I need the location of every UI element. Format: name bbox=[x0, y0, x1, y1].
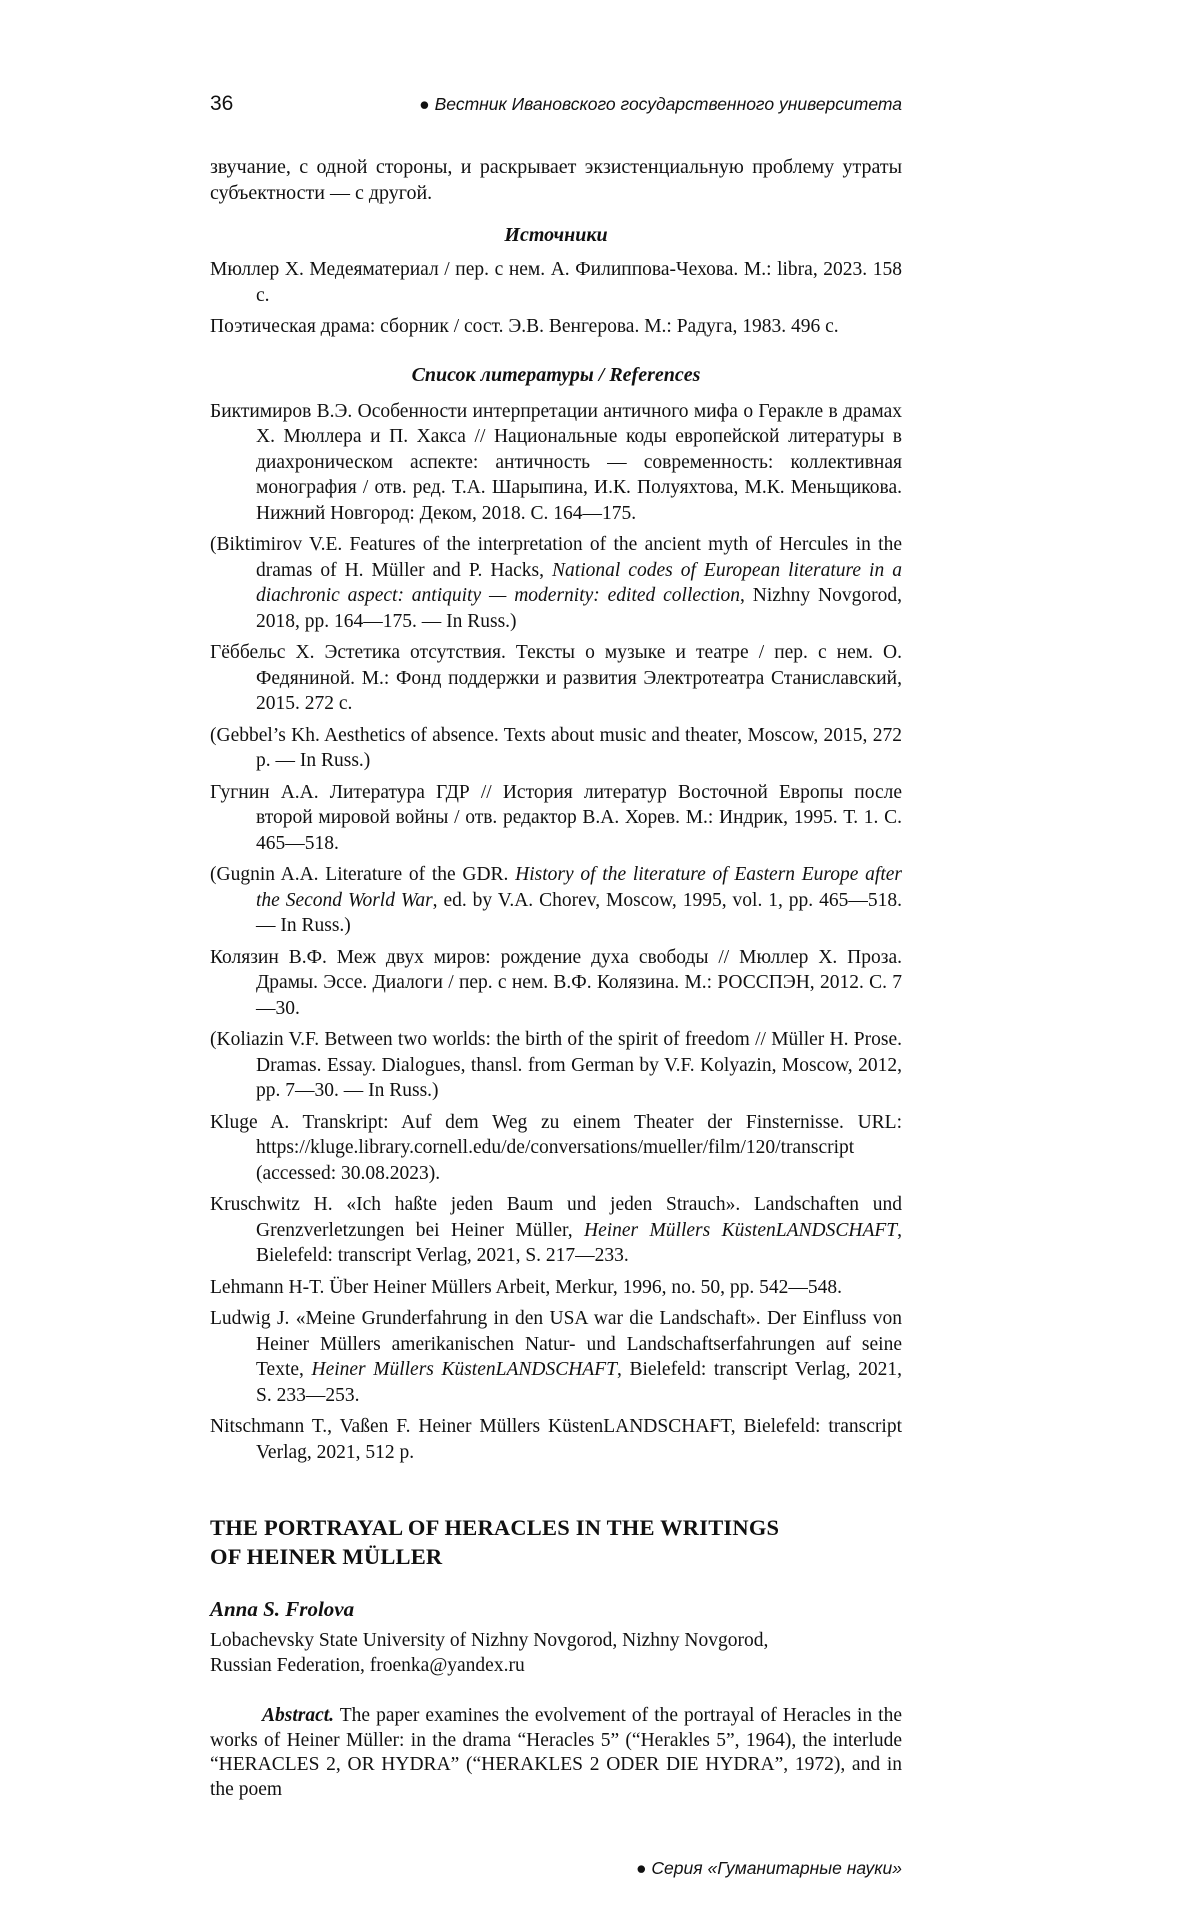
reference-entry: Kluge A. Transkript: Auf dem Weg zu einem Theater der Finsternisse. URL: https://kluge.library.cornell.edu/de/conversations/mueller/film/120/transcript (accessed: 30.08.2023). bbox=[210, 1111, 902, 1184]
references-list bbox=[210, 399, 902, 1466]
reference-entry: Гугнин А.А. Литература ГДР // История литератур Восточной Европы после второй мировой войны / отв. редактор В.А. Хорев. М.: Индрик, 1995. Т. 1. С. 465—518. bbox=[210, 781, 902, 854]
sources-heading: Источники bbox=[504, 224, 608, 246]
page-footer bbox=[210, 1858, 902, 1879]
reference-entry: Колязин В.Ф. Меж двух миров: рождение духа свободы // Мюллер Х. Проза. Драмы. Эссе. Диалоги / пер. с нем. В.Ф. Колязина. М.: РОССПЭН, 2012. С. 7—30. bbox=[210, 946, 902, 1019]
affiliation-line2: Russian Federation, froenka@yandex.ru bbox=[210, 1655, 525, 1676]
reference-entry: Биктимиров В.Э. Особенности интерпретации античного мифа о Геракле в драмах Х. Мюллера и П. Хакса // Национальные коды европейской литературы в диахроническом аспекте: античность — современность: коллективная монография / отв. ред. Т.А. Шарыпина, И.К. Полуяхтова, М.К. Меньщикова. Нижний Новгород: Деком, 2018. С. 164—175. bbox=[210, 400, 902, 524]
next-article-header bbox=[210, 1513, 902, 1802]
reference-entry: (Gebbel’s Kh. Aesthetics of absence. Texts about music and theater, Moscow, 2015, 272 p. — In Russ.) bbox=[210, 724, 902, 771]
page-header bbox=[210, 92, 902, 116]
affiliation-line1: Lobachevsky State University of Nizhny Novgorod, Nizhny Novgorod, bbox=[210, 1630, 769, 1651]
article-affiliation bbox=[210, 1628, 902, 1678]
references-heading: Список литературы / References bbox=[411, 363, 701, 386]
reference-entry: Ludwig J. «Meine Grunderfahrung in den USA war die Landschaft». Der Einfluss von Heiner Müllers amerikanischen Natur- und Landschaftserfahrungen auf seine Texte, Heiner Müllers KüstenLANDSCHAFT, Bielefeld: transcript Verlag, 2021, S. 233—253. bbox=[210, 1308, 902, 1406]
article-abstract: Abstract. The paper examines the evolvement of the portrayal of Heracles in the works of Heiner Müller: in the drama “Heracles 5” (“Herakles 5”, 1964), the interlude “HERACLES 2, OR HYDRA” (“HERAKLES 2 ODER DIE HYDRA”, 1972), and in the poem bbox=[210, 1705, 902, 1800]
article-author: Anna S. Frolova bbox=[210, 1597, 355, 1621]
article-title bbox=[210, 1513, 902, 1571]
continuation-paragraph: звучание, с одной стороны, и раскрывает экзистенциальную проблему утраты субъектности — с другой. bbox=[210, 156, 902, 204]
reference-entry: Nitschmann T., Vaßen F. Heiner Müllers KüstenLANDSCHAFT, Bielefeld: transcript Verlag, 2021, 512 p. bbox=[210, 1416, 902, 1463]
source-entry: Поэтическая драма: сборник / сост. Э.В. Венгерова. М.: Радуга, 1983. 496 с. bbox=[210, 316, 839, 337]
page-number: 36 bbox=[210, 92, 234, 115]
reference-entry: (Biktimirov V.E. Features of the interpretation of the ancient myth of Hercules in the dramas of H. Müller and P. Hacks, National codes of European literature in a diachronic aspect: antiquity — modernity: edited collection, Nizhny Novgorod, 2018, pp. 164—175. — In Russ.) bbox=[210, 534, 902, 632]
reference-entry: (Gugnin A.A. Literature of the GDR. History of the literature of Eastern Europe after the Second World War, ed. by V.A. Chorev, Moscow, 1995, vol. 1, pp. 465—518. — In Russ.) bbox=[210, 864, 903, 936]
reference-entry: Lehmann H-T. Über Heiner Müllers Arbeit, Merkur, 1996, no. 50, pp. 542—548. bbox=[210, 1276, 842, 1298]
sources-list bbox=[210, 257, 902, 340]
reference-entry: (Koliazin V.F. Between two worlds: the birth of the spirit of freedom // Müller H. Prose. Dramas. Essay. Dialogues, thansl. from German by V.F. Kolyazin, Moscow, 2012, pp. 7—30. — In Russ.) bbox=[210, 1029, 902, 1101]
article-title-line1: THE PORTRAYAL OF HERACLES IN THE WRITINGS bbox=[210, 1515, 780, 1540]
article-title-line2: OF HEINER MÜLLER bbox=[210, 1544, 443, 1569]
series-label: ● Серия «Гуманитарные науки» bbox=[635, 1858, 902, 1878]
running-title: ● Вестник Ивановского государственного университета bbox=[419, 94, 902, 114]
source-entry: Мюллер Х. Медеяматериал / пер. с нем. А. Филиппова-Чехова. М.: libra, 2023. 158 с. bbox=[210, 259, 902, 306]
reference-entry: Гёббельс Х. Эстетика отсутствия. Тексты о музыке и театре / пер. с нем. О. Федяниной. М.: Фонд поддержки и развития Электротеатра Станиславский, 2015. 272 с. bbox=[210, 642, 902, 714]
reference-entry: Kruschwitz H. «Ich haßte jeden Baum und jeden Strauch». Landschaften und Grenzverletzungen bei Heiner Müller, Heiner Müllers KüstenLANDSCHAFT, Bielefeld: transcript Verlag, 2021, S. 217—233. bbox=[210, 1194, 902, 1266]
